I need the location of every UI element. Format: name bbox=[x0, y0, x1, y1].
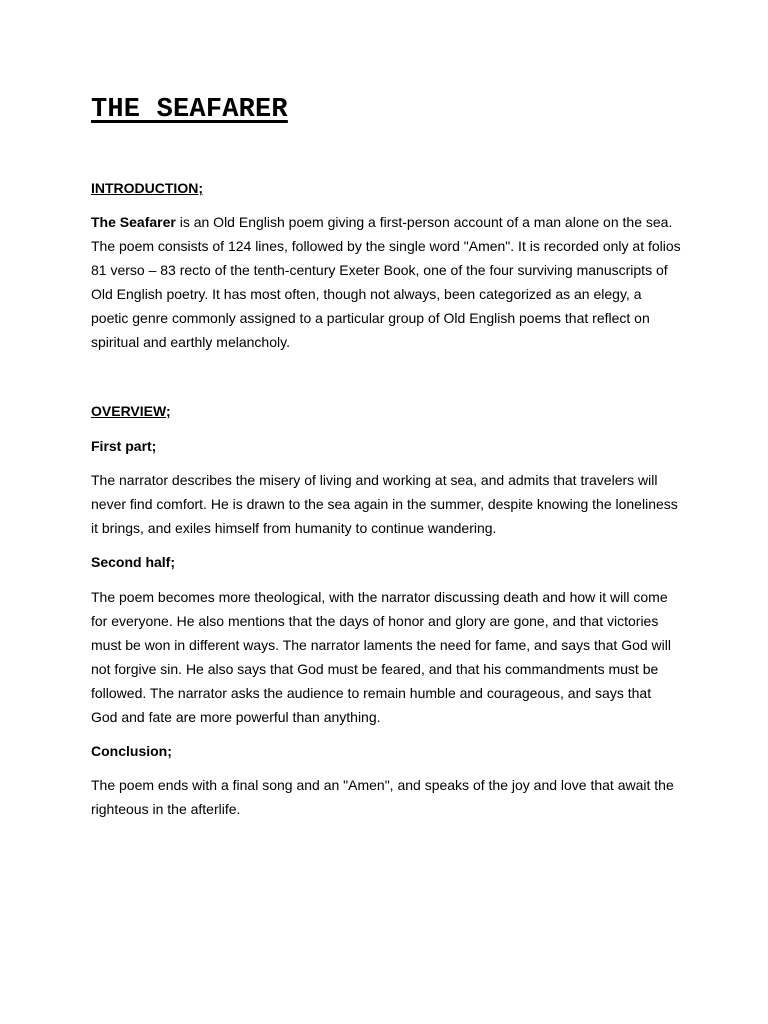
conclusion-paragraph: The poem ends with a final song and an "Amen", and speaks of the joy and love that await the righteous in the afterlife. bbox=[91, 777, 674, 817]
conclusion-body bbox=[91, 773, 681, 821]
introduction-section bbox=[91, 176, 203, 200]
first-part-paragraph: The narrator describes the misery of living and working at sea, and admits that travelers will never find comfort. He is drawn to the sea again in the summer, despite knowing the loneliness it brings, and exiles himself from humanity to continue wandering. bbox=[91, 472, 678, 536]
second-half-section bbox=[91, 550, 175, 574]
second-half-paragraph: The poem becomes more theological, with the narrator discussing death and how it will come for everyone. He also mentions that the days of honor and glory are gone, and that victories must be won in different ways. The narrator laments the need for fame, and says that God will not forgive sin. He also says that God must be feared, and that his commandments must be followed. The narrator asks the audience to remain humble and courageous, and says that God and fate are more powerful than anything. bbox=[91, 589, 672, 725]
introduction-paragraph bbox=[91, 210, 681, 354]
second-half-heading: Second half; bbox=[91, 554, 176, 570]
document-title: THE SEAFARER bbox=[91, 95, 288, 125]
introduction-text: is an Old English poem giving a first-person account of a man alone on the sea. The poem consists of 124 lines, followed by the single word "Amen". It is recorded only at folios 81 verso – 83 recto of the tenth-century Exeter Book, one of the four surviving manuscripts of Old English poetry. It has most often, though not always, been categorized as an elegy, a poetic genre commonly assigned to a particular group of Old English poems that reflect on spiritual and earthly melancholy. bbox=[91, 214, 681, 350]
first-part-section bbox=[91, 434, 156, 458]
introduction-body bbox=[91, 210, 681, 354]
overview-section bbox=[91, 399, 171, 423]
conclusion-section bbox=[91, 739, 172, 763]
introduction-heading: INTRODUCTION; bbox=[91, 180, 203, 196]
conclusion-heading: Conclusion; bbox=[91, 743, 172, 759]
first-part-body bbox=[91, 468, 681, 540]
first-part-heading: First part; bbox=[91, 438, 157, 454]
second-half-body bbox=[91, 585, 681, 729]
introduction-lead-bold: The Seafarer bbox=[91, 214, 176, 230]
overview-heading: OVERVIEW; bbox=[91, 403, 171, 419]
